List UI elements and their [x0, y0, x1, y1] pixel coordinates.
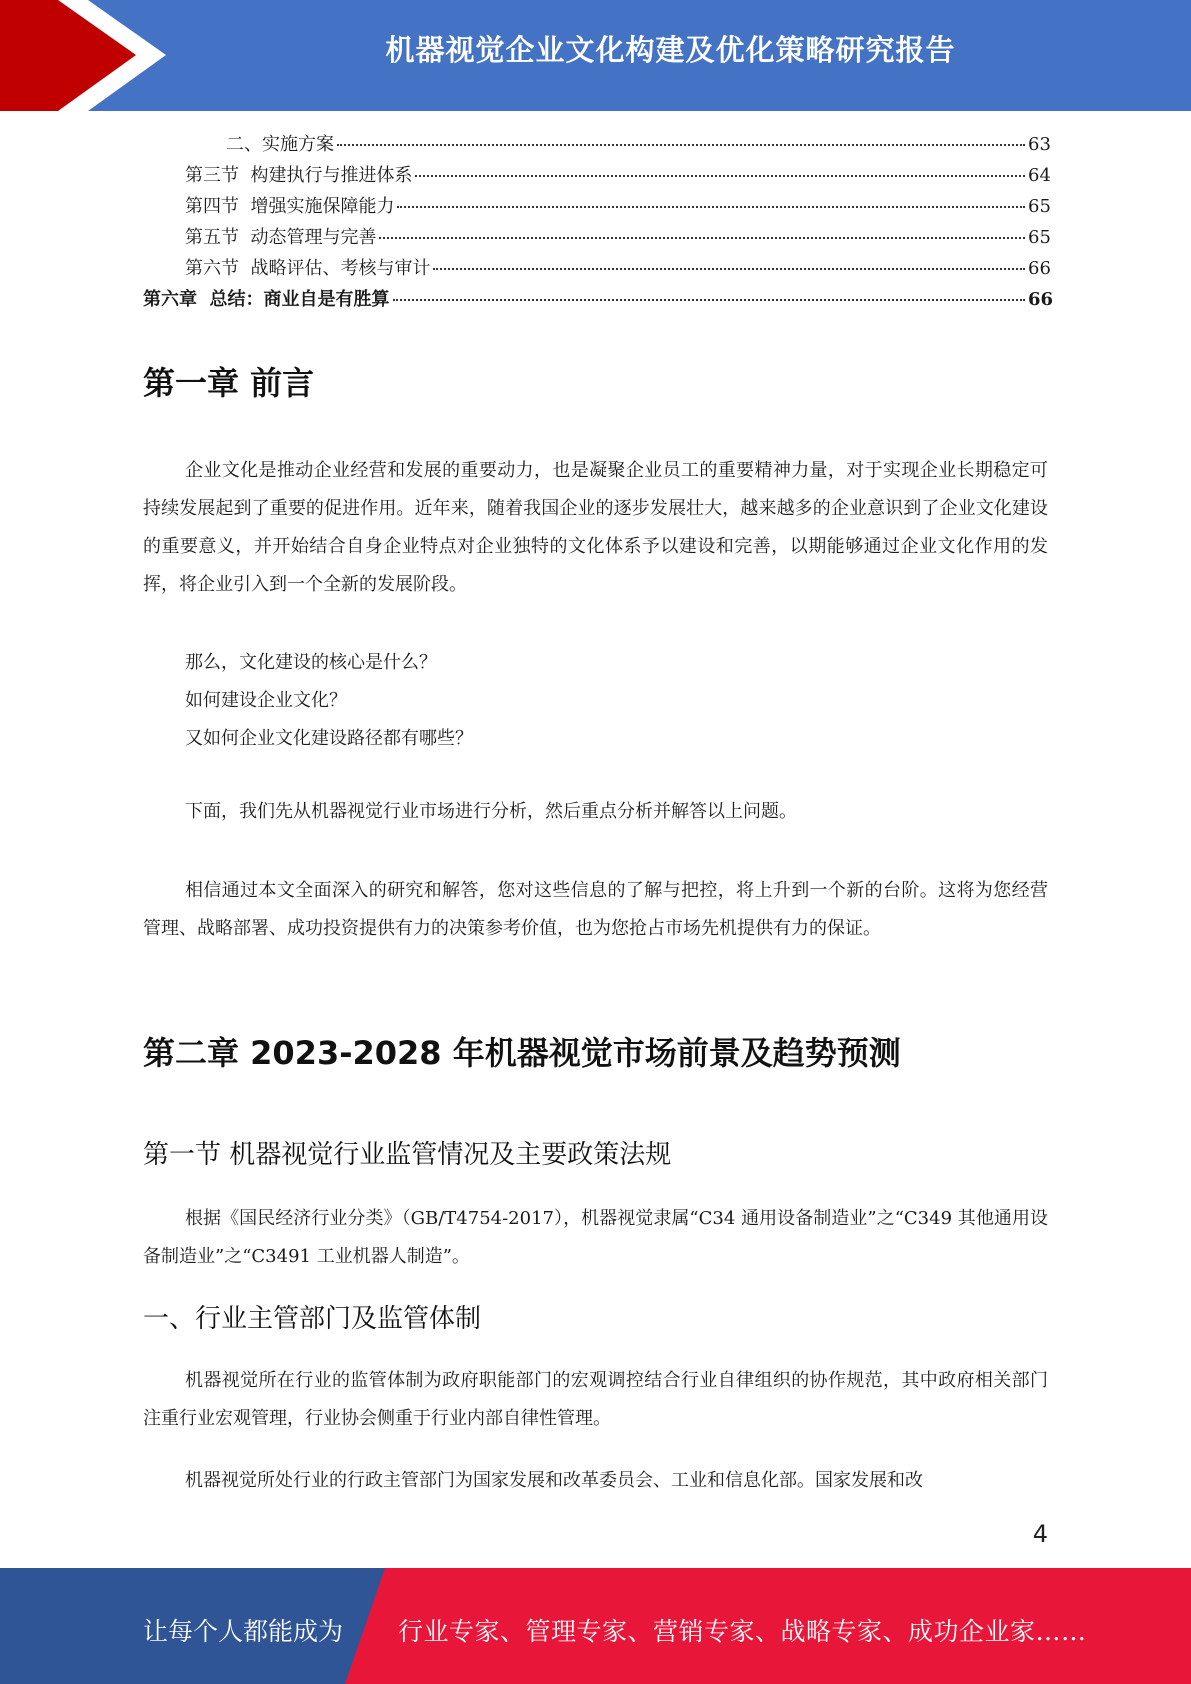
toc-entry-page: 64	[1028, 165, 1051, 186]
toc-entry-label: 二、实施方案	[226, 134, 334, 155]
section-1-paragraph: 根据《国民经济行业分类》（GB/T4754-2017），机器视觉隶属“C34 通用设备制造业”之“C349 其他通用设备制造业”之“C3491 工业机器人制造”。	[143, 1208, 1048, 1267]
question-line: 又如何企业文化建设路径都有哪些？	[185, 728, 473, 749]
toc-entry[interactable]	[143, 223, 1051, 254]
toc-leader-dots	[393, 299, 1025, 301]
footer-slogan-right: 行业专家、管理专家、营销专家、战略专家、成功企业家……	[398, 1617, 1087, 1646]
toc-entry[interactable]	[143, 254, 1051, 285]
chapter-1-heading: 第一章 前言	[143, 364, 315, 402]
toc-leader-dots	[337, 144, 1025, 146]
toc-entry-page: 65	[1028, 227, 1051, 248]
subsection-1-paragraph-2: 机器视觉所处行业的行政主管部门为国家发展和改革委员会、工业和信息化部。国家发展和改	[185, 1470, 923, 1491]
subsection-1-heading: 一、行业主管部门及监管体制	[143, 1304, 482, 1334]
page-header	[0, 0, 1191, 111]
subsection-1-paragraph-1: 机器视觉所在行业的监管体制为政府职能部门的宏观调控结合行业自律组织的协作规范，其中政府相关部门注重行业宏观管理，行业协会侧重于行业内部自律性管理。	[143, 1370, 1048, 1429]
toc-entry-page: 63	[1028, 134, 1051, 155]
toc-leader-dots	[415, 175, 1025, 177]
section-1-heading: 第一节 机器视觉行业监管情况及主要政策法规	[143, 1140, 672, 1170]
toc-entry[interactable]	[143, 130, 1051, 161]
toc-leader-dots	[397, 206, 1025, 208]
report-title: 机器视觉企业文化构建及优化策略研究报告	[385, 33, 956, 67]
toc-entry-label: 第六章 总结：商业自是有胜算	[143, 289, 390, 310]
toc-leader-dots	[433, 268, 1025, 270]
question-line: 那么，文化建设的核心是什么？	[185, 652, 437, 673]
chapter-2-heading: 第二章 2023-2028 年机器视觉市场前景及趋势预测	[143, 1034, 901, 1072]
toc-entry[interactable]	[143, 161, 1051, 192]
page-footer	[0, 1568, 1191, 1684]
toc-entry-chapter[interactable]	[143, 285, 1054, 316]
toc-entry-page: 66	[1028, 258, 1051, 279]
toc-entry-label: 第三节 构建执行与推进体系	[185, 165, 413, 186]
chapter-1-intro-paragraph: 企业文化是推动企业经营和发展的重要动力，也是凝聚企业员工的重要精神力量，对于实现企业长期稳定可持续发展起到了重要的促进作用。近年来，随着我国企业的逐步发展壮大，越来越多的企业意识到了企业文化建设的重要意义，并开始结合自身企业特点对企业独特的文化体系予以建设和完善，以期能够通过企业文化作用的发挥，将企业引入到一个全新的发展阶段。	[143, 460, 1048, 595]
toc-entry-label: 第五节 动态管理与完善	[185, 227, 377, 248]
table-of-contents	[143, 130, 1054, 316]
chapter-1-belief-paragraph: 相信通过本文全面深入的研究和解答，您对这些信息的了解与把控，将上升到一个新的台阶。这将为您经营管理、战略部署、成功投资提供有力的决策参考价值，也为您抢占市场先机提供有力的保证。	[143, 880, 1048, 939]
footer-slogan-left: 让每个人都能成为	[143, 1617, 344, 1646]
question-line: 如何建设企业文化？	[185, 690, 347, 711]
chapter-1-next-paragraph: 下面，我们先从机器视觉行业市场进行分析，然后重点分析并解答以上问题。	[185, 801, 797, 822]
toc-entry-page: 66	[1028, 289, 1054, 310]
toc-entry-page: 65	[1028, 196, 1051, 217]
toc-leader-dots	[379, 237, 1025, 239]
toc-entry[interactable]	[143, 192, 1051, 223]
toc-entry-label: 第四节 增强实施保障能力	[185, 196, 395, 217]
toc-entry-label: 第六节 战略评估、考核与审计	[185, 258, 431, 279]
page-number: 4	[1032, 1520, 1048, 1548]
